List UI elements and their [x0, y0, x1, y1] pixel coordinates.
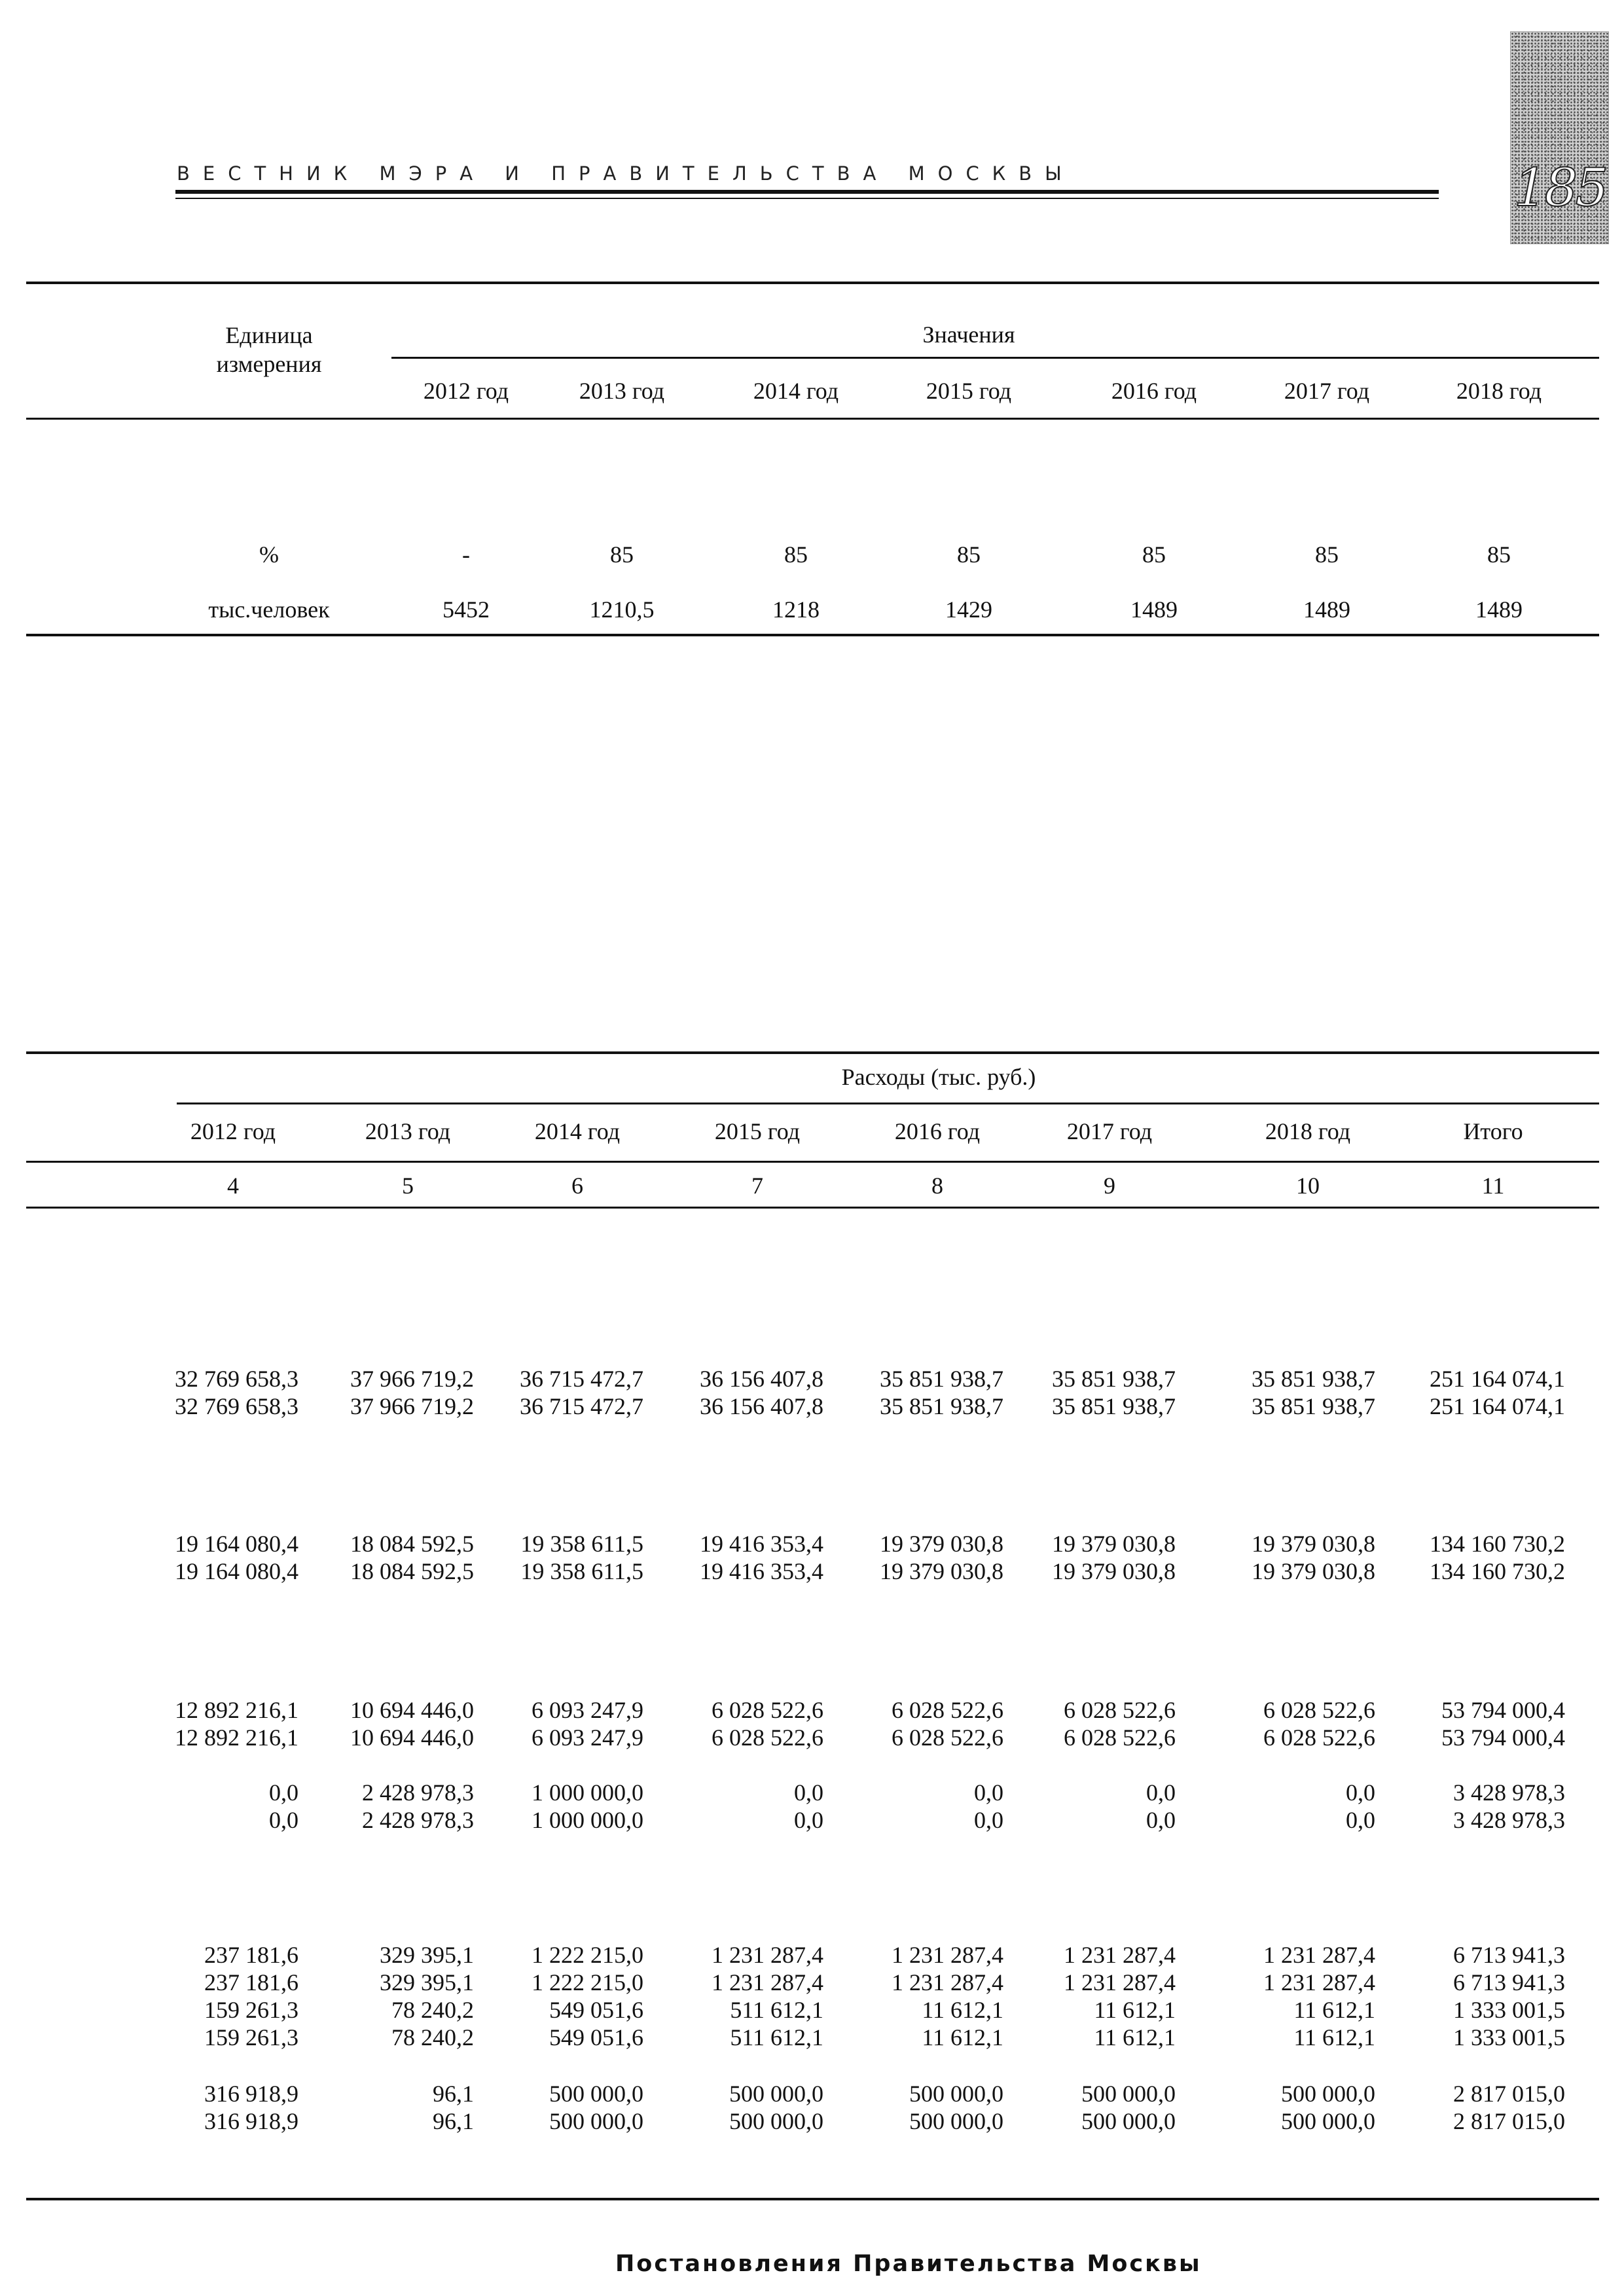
column-number: 7	[751, 1173, 763, 1199]
expense-cell: 36 715 472,7	[520, 1366, 643, 1392]
header-rule-thick	[175, 190, 1439, 194]
table-cell: -	[462, 541, 470, 568]
expense-cell: 19 379 030,8	[1052, 1531, 1176, 1557]
expense-cell: 6 028 522,6	[1263, 1697, 1375, 1723]
column-header: 2012 год	[190, 1118, 276, 1144]
column-header: Итого	[1463, 1118, 1523, 1144]
expense-cell: 6 028 522,6	[712, 1724, 823, 1751]
expense-cell: 500 000,0	[1281, 2081, 1375, 2107]
expense-cell: 35 851 938,7	[880, 1393, 1003, 1419]
year-header: 2014 год	[753, 378, 839, 404]
expense-cell: 6 028 522,6	[712, 1697, 823, 1723]
column-header: 2013 год	[365, 1118, 451, 1144]
column-header: 2016 год	[894, 1118, 981, 1144]
expense-cell: 1 333 001,5	[1453, 1997, 1565, 2023]
table2-numbers-rule	[26, 1207, 1599, 1209]
expense-cell: 6 028 522,6	[1064, 1697, 1176, 1723]
year-header: 2018 год	[1456, 378, 1542, 404]
year-header: 2017 год	[1284, 378, 1370, 404]
expense-cell: 19 358 611,5	[520, 1531, 643, 1557]
expense-cell: 1 231 287,4	[892, 1969, 1003, 1995]
column-number: 5	[402, 1173, 414, 1199]
expense-cell: 19 164 080,4	[175, 1558, 298, 1584]
expense-cell: 0,0	[794, 1807, 823, 1833]
expense-cell: 511 612,1	[730, 1997, 823, 2023]
expense-cell: 251 164 074,1	[1430, 1393, 1565, 1419]
table-cell: 85	[957, 541, 981, 568]
expense-cell: 19 379 030,8	[880, 1531, 1003, 1557]
table-cell: 1429	[945, 596, 992, 623]
expense-cell: 6 028 522,6	[1064, 1724, 1176, 1751]
expense-cell: 0,0	[1346, 1807, 1375, 1833]
expense-cell: 0,0	[974, 1807, 1003, 1833]
expense-cell: 10 694 446,0	[350, 1697, 474, 1723]
expense-cell: 78 240,2	[391, 1997, 474, 2023]
expense-cell: 36 156 407,8	[700, 1366, 823, 1392]
column-number: 8	[931, 1173, 943, 1199]
expense-cell: 11 612,1	[922, 1997, 1003, 2023]
expense-cell: 500 000,0	[1081, 2108, 1176, 2134]
table-cell: 1489	[1130, 596, 1178, 623]
expense-cell: 316 918,9	[204, 2108, 298, 2134]
expense-cell: 500 000,0	[729, 2108, 823, 2134]
expense-cell: 511 612,1	[730, 2024, 823, 2050]
table-cell: 85	[1142, 541, 1166, 568]
table2-header-rule	[26, 1161, 1599, 1163]
expense-cell: 37 966 719,2	[350, 1393, 474, 1419]
expense-cell: 1 000 000,0	[532, 1779, 643, 1806]
table-cell: 1489	[1475, 596, 1523, 623]
expense-cell: 2 428 978,3	[362, 1779, 474, 1806]
expense-cell: 1 231 287,4	[892, 1942, 1003, 1968]
expense-cell: 19 379 030,8	[1252, 1531, 1375, 1557]
expense-cell: 0,0	[269, 1807, 298, 1833]
year-header: 2016 год	[1111, 378, 1197, 404]
table-cell: 1489	[1303, 596, 1350, 623]
expense-cell: 0,0	[269, 1779, 298, 1806]
expense-cell: 0,0	[1146, 1807, 1176, 1833]
table-cell: 85	[784, 541, 808, 568]
expense-cell: 19 379 030,8	[1052, 1558, 1176, 1584]
expense-cell: 6 028 522,6	[892, 1697, 1003, 1723]
expense-cell: 96,1	[433, 2108, 474, 2134]
table-cell: 1210,5	[589, 596, 655, 623]
table1-bottom-rule	[26, 634, 1599, 636]
expense-cell: 237 181,6	[204, 1942, 298, 1968]
expense-cell: 53 794 000,4	[1441, 1697, 1565, 1723]
expense-cell: 37 966 719,2	[350, 1366, 474, 1392]
expense-cell: 6 093 247,9	[532, 1697, 643, 1723]
unit-column-header: Единица измерения	[216, 322, 322, 377]
column-number: 4	[227, 1173, 239, 1199]
table1-header-bottom-rule	[26, 418, 1599, 420]
column-header: 2017 год	[1066, 1118, 1153, 1144]
expense-cell: 1 000 000,0	[532, 1807, 643, 1833]
expense-cell: 1 231 287,4	[1263, 1969, 1375, 1995]
table-cell: 5452	[442, 596, 490, 623]
table1-top-rule	[26, 282, 1599, 284]
column-number: 11	[1481, 1173, 1505, 1199]
year-header: 2012 год	[423, 378, 509, 404]
expense-cell: 19 379 030,8	[1252, 1558, 1375, 1584]
expense-cell: 2 817 015,0	[1453, 2108, 1565, 2134]
expense-cell: 316 918,9	[204, 2081, 298, 2107]
expense-cell: 251 164 074,1	[1430, 1366, 1565, 1392]
table2-bottom-rule	[26, 2198, 1599, 2200]
row-unit: тыс.человек	[208, 596, 330, 623]
column-header: 2015 год	[714, 1118, 801, 1144]
table-cell: 85	[1487, 541, 1511, 568]
expense-cell: 53 794 000,4	[1441, 1724, 1565, 1751]
column-number: 6	[571, 1173, 583, 1199]
expense-cell: 36 156 407,8	[700, 1393, 823, 1419]
table-cell: 85	[1315, 541, 1339, 568]
expense-cell: 1 231 287,4	[1064, 1942, 1176, 1968]
expense-cell: 3 428 978,3	[1453, 1807, 1565, 1833]
expense-cell: 1 231 287,4	[712, 1942, 823, 1968]
expense-cell: 6 028 522,6	[892, 1724, 1003, 1751]
expense-cell: 35 851 938,7	[1252, 1393, 1375, 1419]
expense-cell: 19 416 353,4	[700, 1531, 823, 1557]
expense-cell: 1 333 001,5	[1453, 2024, 1565, 2050]
expense-cell: 6 028 522,6	[1263, 1724, 1375, 1751]
expense-cell: 35 851 938,7	[880, 1366, 1003, 1392]
expense-cell: 500 000,0	[909, 2108, 1003, 2134]
expense-cell: 35 851 938,7	[1052, 1393, 1176, 1419]
expense-cell: 2 817 015,0	[1453, 2081, 1565, 2107]
expense-cell: 19 164 080,4	[175, 1531, 298, 1557]
expense-cell: 500 000,0	[909, 2081, 1003, 2107]
expense-cell: 500 000,0	[729, 2081, 823, 2107]
column-number: 10	[1296, 1173, 1320, 1199]
table-cell: 85	[610, 541, 634, 568]
row-unit: %	[259, 541, 279, 568]
expenses-group-header: Расходы (тыс. руб.)	[841, 1064, 1036, 1090]
expense-cell: 1 222 215,0	[532, 1942, 643, 1968]
expense-cell: 6 093 247,9	[532, 1724, 643, 1751]
year-header: 2015 год	[926, 378, 1012, 404]
expense-cell: 6 713 941,3	[1453, 1969, 1565, 1995]
column-header: 2014 год	[534, 1118, 621, 1144]
page-number: 185	[1513, 157, 1606, 218]
year-header: 2013 год	[579, 378, 665, 404]
expense-cell: 12 892 216,1	[175, 1697, 298, 1723]
expense-cell: 549 051,6	[549, 2024, 643, 2050]
expense-cell: 0,0	[1346, 1779, 1375, 1806]
expense-cell: 134 160 730,2	[1430, 1558, 1565, 1584]
expense-cell: 96,1	[433, 2081, 474, 2107]
expense-cell: 11 612,1	[1293, 1997, 1375, 2023]
expense-cell: 32 769 658,3	[175, 1366, 298, 1392]
expense-cell: 500 000,0	[549, 2081, 643, 2107]
expense-cell: 549 051,6	[549, 1997, 643, 2023]
expense-cell: 0,0	[974, 1779, 1003, 1806]
expense-cell: 11 612,1	[1094, 2024, 1176, 2050]
expense-cell: 0,0	[1146, 1779, 1176, 1806]
journal-title: ВЕСТНИК МЭРА И ПРАВИТЕЛЬСТВА МОСКВЫ	[177, 162, 1075, 185]
expense-cell: 1 231 287,4	[712, 1969, 823, 1995]
expense-cell: 19 358 611,5	[520, 1558, 643, 1584]
expense-cell: 12 892 216,1	[175, 1724, 298, 1751]
expense-cell: 237 181,6	[204, 1969, 298, 1995]
expenses-header-rule	[177, 1102, 1599, 1104]
values-group-header: Значения	[922, 321, 1015, 348]
expense-cell: 134 160 730,2	[1430, 1531, 1565, 1557]
expense-cell: 35 851 938,7	[1052, 1366, 1176, 1392]
table2-top-rule	[26, 1051, 1599, 1054]
expense-cell: 329 395,1	[380, 1969, 474, 1995]
column-number: 9	[1104, 1173, 1115, 1199]
section-footer-title: Постановления Правительства Москвы	[615, 2251, 1202, 2277]
expense-cell: 11 612,1	[922, 2024, 1003, 2050]
column-header: 2018 год	[1265, 1118, 1351, 1144]
expense-cell: 78 240,2	[391, 2024, 474, 2050]
expense-cell: 6 713 941,3	[1453, 1942, 1565, 1968]
header-rule-thin	[175, 198, 1439, 199]
expense-cell: 35 851 938,7	[1252, 1366, 1375, 1392]
expense-cell: 500 000,0	[1081, 2081, 1176, 2107]
expense-cell: 18 084 592,5	[350, 1558, 474, 1584]
expense-cell: 159 261,3	[204, 2024, 298, 2050]
expense-cell: 11 612,1	[1293, 2024, 1375, 2050]
table-cell: 1218	[772, 596, 820, 623]
expense-cell: 11 612,1	[1094, 1997, 1176, 2023]
expense-cell: 500 000,0	[549, 2108, 643, 2134]
expense-cell: 500 000,0	[1281, 2108, 1375, 2134]
expense-cell: 1 231 287,4	[1064, 1969, 1176, 1995]
expense-cell: 0,0	[794, 1779, 823, 1806]
expense-cell: 2 428 978,3	[362, 1807, 474, 1833]
expense-cell: 18 084 592,5	[350, 1531, 474, 1557]
expense-cell: 1 231 287,4	[1263, 1942, 1375, 1968]
expense-cell: 36 715 472,7	[520, 1393, 643, 1419]
expense-cell: 1 222 215,0	[532, 1969, 643, 1995]
expense-cell: 32 769 658,3	[175, 1393, 298, 1419]
expense-cell: 159 261,3	[204, 1997, 298, 2023]
values-header-rule	[391, 357, 1599, 359]
expense-cell: 3 428 978,3	[1453, 1779, 1565, 1806]
expense-cell: 10 694 446,0	[350, 1724, 474, 1751]
expense-cell: 19 416 353,4	[700, 1558, 823, 1584]
expense-cell: 329 395,1	[380, 1942, 474, 1968]
expense-cell: 19 379 030,8	[880, 1558, 1003, 1584]
